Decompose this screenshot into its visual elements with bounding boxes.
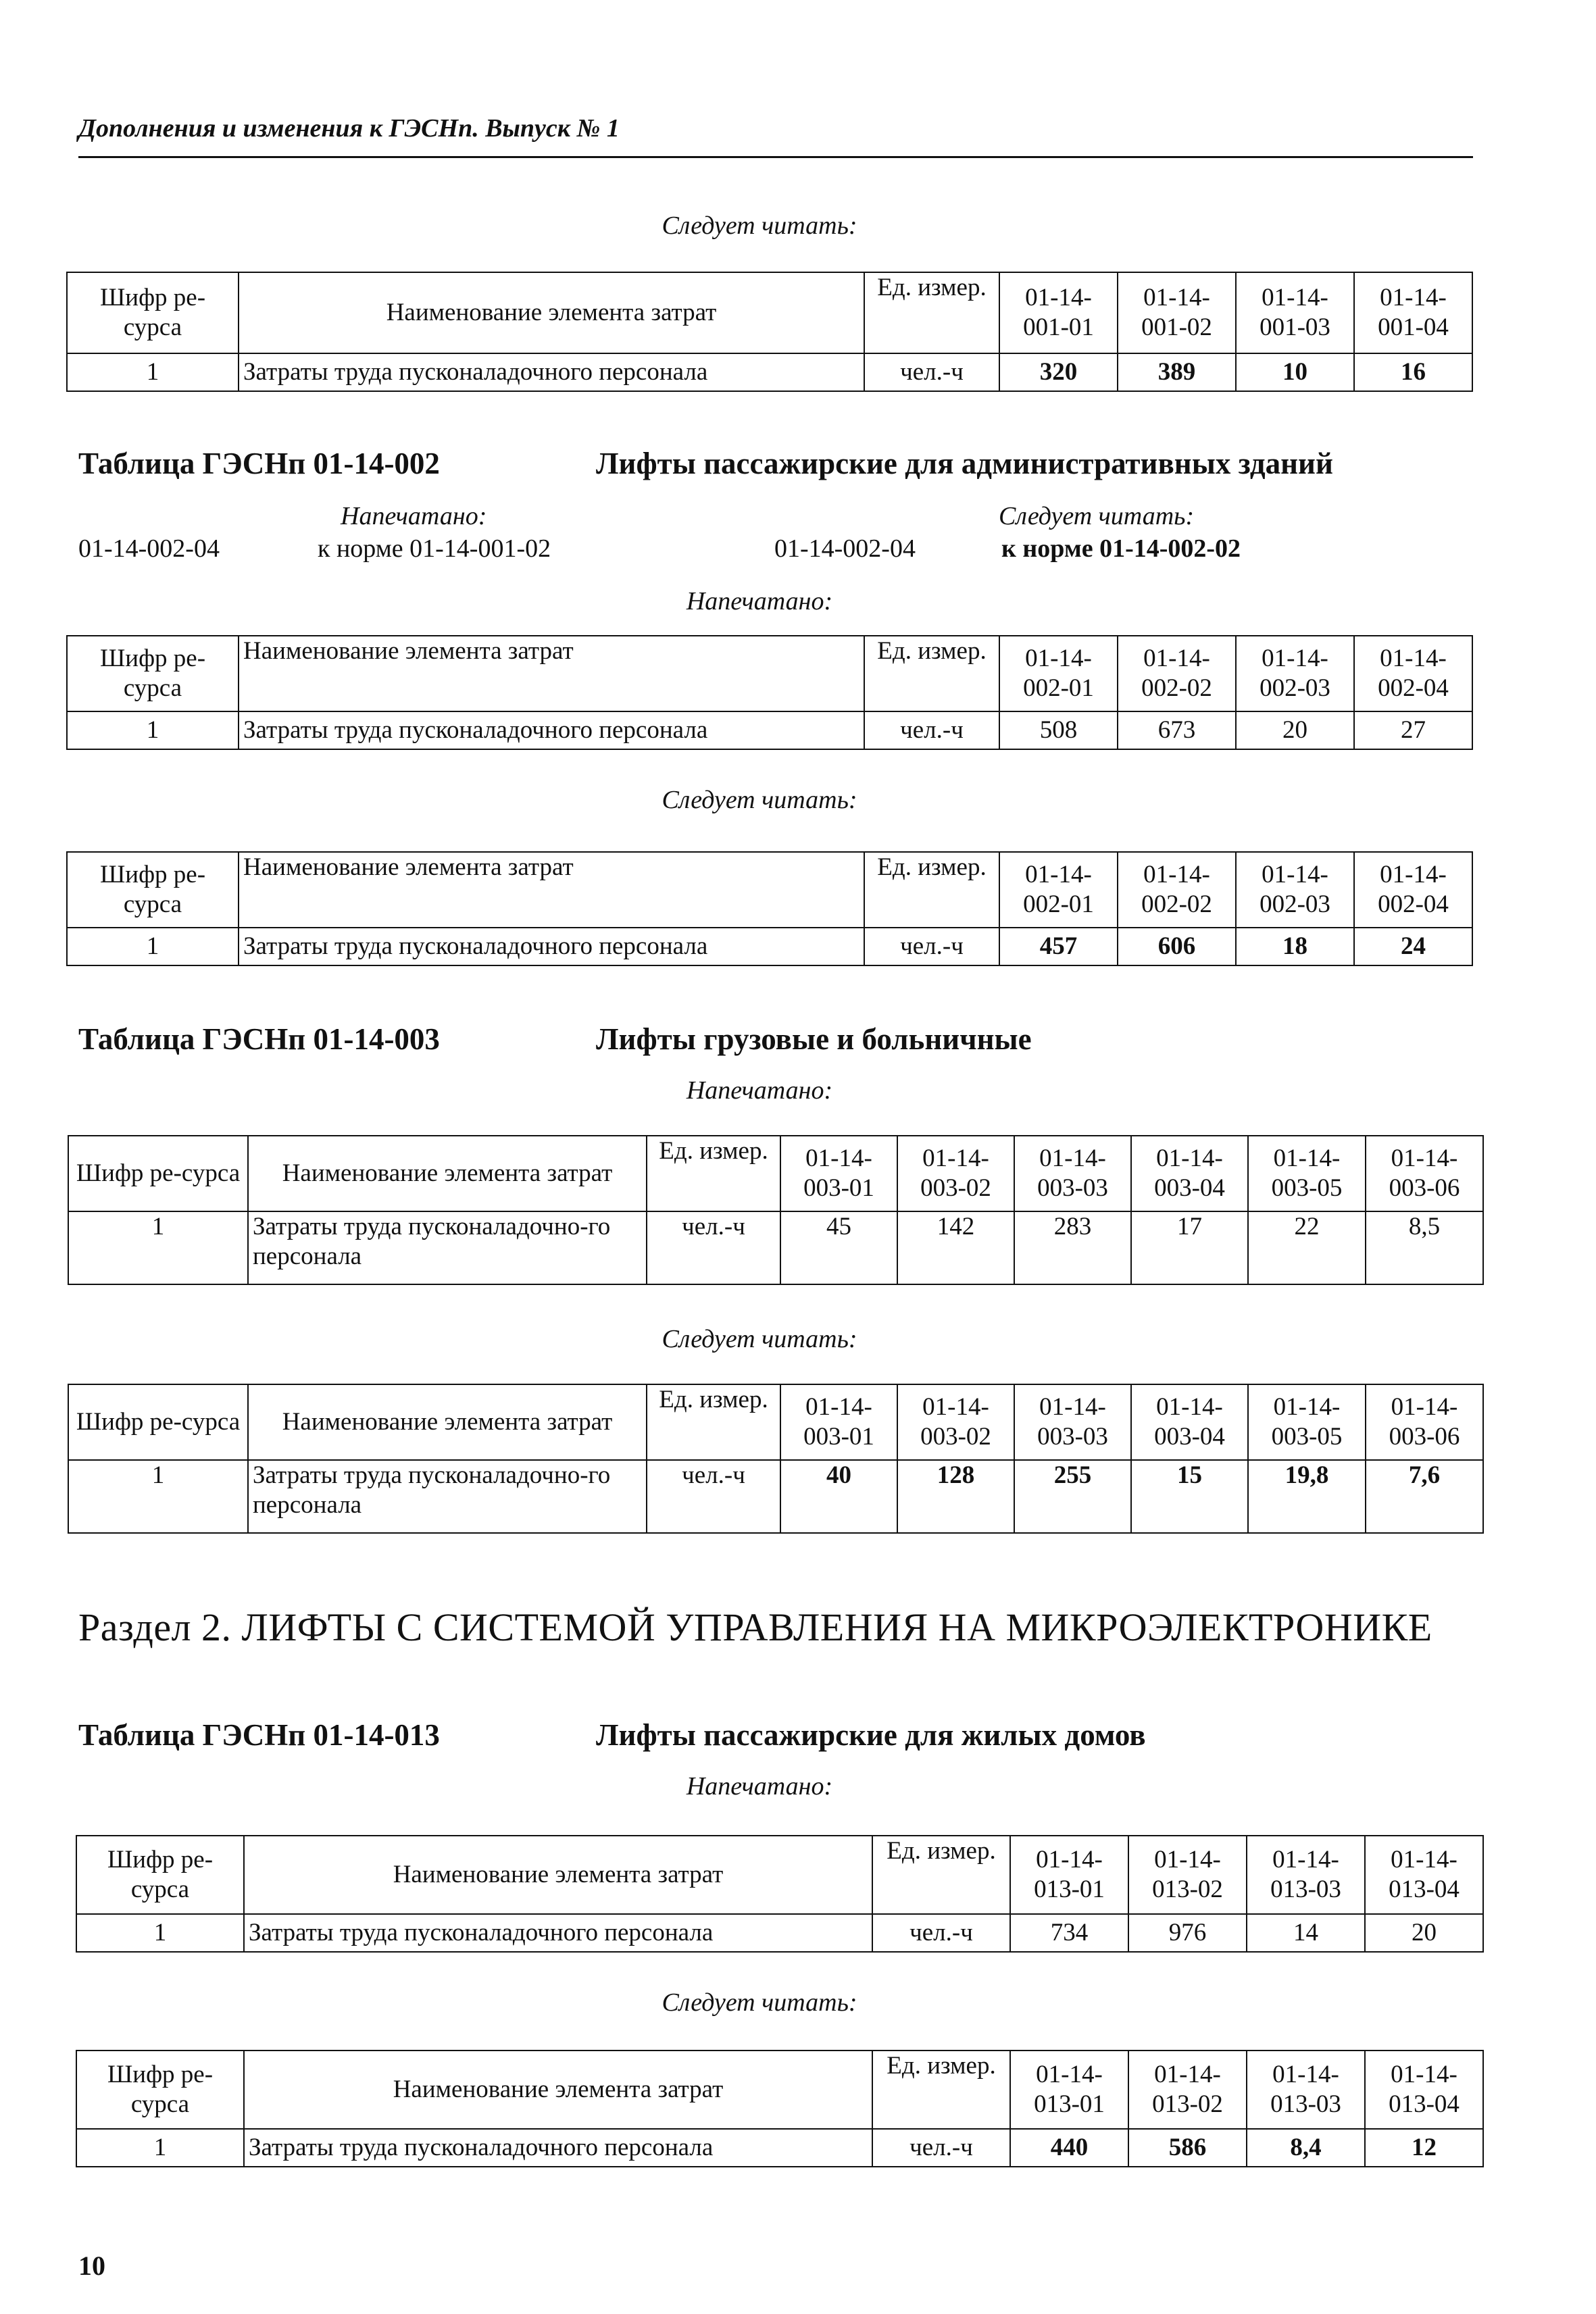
table-name: Лифты пассажирские для административных зданий [596,447,1333,480]
row-value: 8,5 [1366,1211,1483,1284]
col-name-header: Наименование элемента затрат [239,636,864,711]
col-code-header: Шифр ре-сурса [67,272,239,353]
row-value: 128 [897,1460,1014,1533]
col-name-header: Наименование элемента затрат [244,1836,872,1914]
col-code-header: Шифр ре-сурса [68,1136,248,1211]
row-value: 734 [1010,1914,1128,1952]
row-value: 15 [1131,1460,1248,1533]
running-header: Дополнения и изменения к ГЭСНп. Выпуск № 1 [78,114,620,143]
correction-right-text: к норме 01-14-002-02 [1001,534,1241,563]
col-code-header: Шифр ре-сурса [68,1384,248,1460]
col-norm-code: 01-14-003-02 [897,1384,1014,1460]
row-name: Затраты труда пусконаладочного персонала [239,711,864,749]
table-name: Лифты пассажирские для жилых домов [596,1718,1146,1752]
col-norm-code: 01-14-003-05 [1248,1136,1366,1211]
section-heading: Раздел 2. ЛИФТЫ С СИСТЕМОЙ УПРАВЛЕНИЯ НА МИКРОЭЛЕКТРОНИКЕ [78,1605,1432,1649]
col-norm-code: 01-14-013-02 [1128,1836,1247,1914]
col-norm-code: 01-14-003-01 [780,1136,897,1211]
row-name: Затраты труда пусконаладочно-го персонала [248,1460,647,1533]
col-norm-code: 01-14-003-03 [1014,1384,1131,1460]
col-norm-code: 01-14-003-03 [1014,1136,1131,1211]
col-norm-code: 01-14-002-02 [1118,852,1236,928]
table-01-14-003-read [68,1384,1484,1534]
col-name-header: Наименование элемента затрат [248,1136,647,1211]
row-unit: чел.-ч [872,1914,1010,1952]
row-code: 1 [67,353,239,391]
col-norm-code: 01-14-003-01 [780,1384,897,1460]
col-code-header: Шифр ре-сурса [76,2051,244,2129]
row-value: 976 [1128,1914,1247,1952]
row-value: 606 [1118,928,1236,965]
row-value: 440 [1010,2129,1128,2167]
row-value: 586 [1128,2129,1247,2167]
correction-left-text: к норме 01-14-001-02 [318,534,551,563]
col-norm-code: 01-14-013-01 [1010,1836,1128,1914]
row-unit: чел.-ч [864,928,999,965]
row-value: 24 [1354,928,1472,965]
col-norm-code: 01-14-002-03 [1236,636,1354,711]
table-title-013 [78,1717,1146,1753]
row-value: 19,8 [1248,1460,1366,1533]
row-name: Затраты труда пусконаладочного персонала [244,2129,872,2167]
table-01-14-003-printed [68,1135,1484,1285]
row-value: 255 [1014,1460,1131,1533]
col-norm-code: 01-14-003-02 [897,1136,1014,1211]
page-number: 10 [78,2250,105,2281]
col-norm-code: 01-14-002-04 [1354,852,1472,928]
col-norm-code: 01-14-003-04 [1131,1384,1248,1460]
row-value: 40 [780,1460,897,1533]
table-number: Таблица ГЭСНп 01-14-013 [78,1718,440,1752]
table-01-14-002-printed [66,635,1473,750]
row-unit: чел.-ч [872,2129,1010,2167]
row-value: 12 [1365,2129,1483,2167]
caption-printed-003: Напечатано: [686,1076,833,1105]
row-value: 457 [999,928,1118,965]
row-name: Затраты труда пусконаладочного персонала [239,928,864,965]
table-number: Таблица ГЭСНп 01-14-003 [78,1022,440,1056]
col-unit-header: Ед. измер. [647,1384,780,1460]
row-value: 20 [1365,1914,1483,1952]
col-norm-code: 01-14-001-03 [1236,272,1354,353]
col-norm-code: 01-14-001-02 [1118,272,1236,353]
col-unit-header: Ед. измер. [872,1836,1010,1914]
correction-left-code: 01-14-002-04 [78,534,220,563]
col-norm-code: 01-14-001-01 [999,272,1118,353]
col-norm-code: 01-14-002-01 [999,636,1118,711]
caption-printed-013: Напечатано: [686,1772,833,1801]
col-code-header: Шифр ре-сурса [67,852,239,928]
col-norm-code: 01-14-002-02 [1118,636,1236,711]
row-code: 1 [68,1211,248,1284]
caption-read-013: Следует читать: [662,1988,857,2017]
header-rule [78,156,1473,158]
col-norm-code: 01-14-002-04 [1354,636,1472,711]
row-code: 1 [76,2129,244,2167]
col-norm-code: 01-14-013-01 [1010,2051,1128,2129]
row-value: 20 [1236,711,1354,749]
col-norm-code: 01-14-003-04 [1131,1136,1248,1211]
col-norm-code: 01-14-002-03 [1236,852,1354,928]
caption-printed-002: Напечатано: [686,587,833,615]
row-name: Затраты труда пусконаладочно-го персонала [248,1211,647,1284]
row-value: 45 [780,1211,897,1284]
col-unit-header: Ед. измер. [872,2051,1010,2129]
row-value: 10 [1236,353,1354,391]
table-01-14-002-read [66,851,1473,966]
col-norm-code: 01-14-003-05 [1248,1384,1366,1460]
row-value: 7,6 [1366,1460,1483,1533]
row-value: 283 [1014,1211,1131,1284]
row-value: 14 [1247,1914,1365,1952]
col-unit-header: Ед. измер. [864,636,999,711]
table-01-14-001-read [66,272,1473,392]
col-code-header: Шифр ре-сурса [67,636,239,711]
col-norm-code: 01-14-013-02 [1128,2051,1247,2129]
correction-read-label: Следует читать: [999,502,1195,530]
row-value: 673 [1118,711,1236,749]
row-value: 22 [1248,1211,1366,1284]
row-unit: чел.-ч [864,353,999,391]
row-value: 16 [1354,353,1472,391]
col-norm-code: 01-14-013-03 [1247,1836,1365,1914]
col-name-header: Наименование элемента затрат [239,852,864,928]
table-number: Таблица ГЭСНп 01-14-002 [78,447,440,480]
row-code: 1 [67,711,239,749]
col-norm-code: 01-14-013-03 [1247,2051,1365,2129]
row-value: 320 [999,353,1118,391]
correction-printed-label: Напечатано: [341,502,487,530]
col-norm-code: 01-14-013-04 [1365,2051,1483,2129]
col-unit-header: Ед. измер. [647,1136,780,1211]
col-norm-code: 01-14-001-04 [1354,272,1472,353]
table-01-14-013-read [76,2050,1484,2167]
row-value: 27 [1354,711,1472,749]
row-value: 389 [1118,353,1236,391]
col-code-header: Шифр ре-сурса [76,1836,244,1914]
col-unit-header: Ед. измер. [864,852,999,928]
caption-read-002: Следует читать: [662,786,857,814]
row-value: 17 [1131,1211,1248,1284]
row-unit: чел.-ч [864,711,999,749]
caption-read-t1: Следует читать: [662,211,857,240]
table-01-14-013-printed [76,1835,1484,1953]
col-name-header: Наименование элемента затрат [248,1384,647,1460]
table-title-003 [78,1022,1032,1057]
col-unit-header: Ед. измер. [864,272,999,353]
col-norm-code: 01-14-003-06 [1366,1136,1483,1211]
row-value: 142 [897,1211,1014,1284]
row-code: 1 [67,928,239,965]
col-name-header: Наименование элемента затрат [244,2051,872,2129]
row-unit: чел.-ч [647,1460,780,1533]
row-value: 8,4 [1247,2129,1365,2167]
col-name-header: Наименование элемента затрат [239,272,864,353]
row-unit: чел.-ч [647,1211,780,1284]
caption-read-003: Следует читать: [662,1325,857,1353]
row-value: 18 [1236,928,1354,965]
col-norm-code: 01-14-002-01 [999,852,1118,928]
row-code: 1 [76,1914,244,1952]
row-value: 508 [999,711,1118,749]
col-norm-code: 01-14-003-06 [1366,1384,1483,1460]
table-title-002 [78,446,1333,481]
table-name: Лифты грузовые и больничные [596,1022,1032,1056]
correction-right-code: 01-14-002-04 [774,534,916,563]
row-name: Затраты труда пусконаладочного персонала [239,353,864,391]
col-norm-code: 01-14-013-04 [1365,1836,1483,1914]
row-code: 1 [68,1460,248,1533]
row-name: Затраты труда пусконаладочного персонала [244,1914,872,1952]
